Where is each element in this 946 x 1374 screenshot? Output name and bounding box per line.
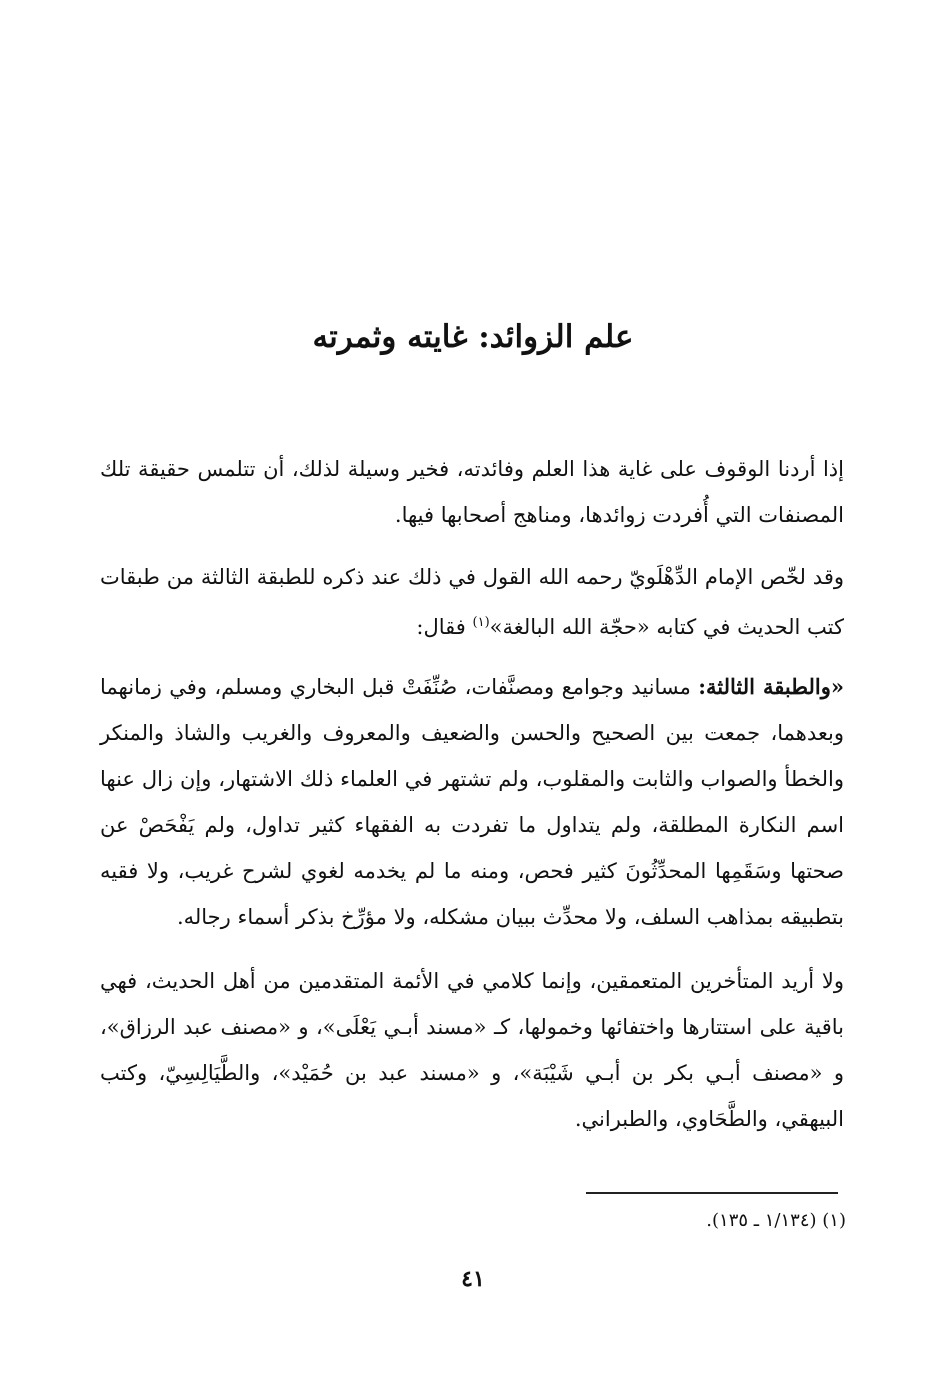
paragraph-intro: إذا أردنا الوقوف على غاية هذا العلم وفائدته، فخير وسيلة لذلك، أن تتلمس حقيقة تلك المصنفات التي أُفردت زوائدها، ومناهج أصحابها فيها. (100, 457, 844, 527)
quote-text: مسانيد وجوامع ومصنَّفات، صُنِّفَتْ قبل البخاري ومسلم، وفي زمانهما وبعدهما، جمعت بين الصحيح والحسن والضعيف والمعروف والغريب والشاذ والمنكر والخطأ والصواب والثابت والمقلوب، ولم تشتهر في العلماء ذلك الاشتهار، وإن زال عنها اسم النكارة المطلقة، ولم يتداول ما تفردت به الفقهاء كثير تداول، ولم يَفْحَصْ عن صحتها وسَقَمِها المحدِّثُونَ كثير فحص، ومنه ما لم يخدمه لغوي لشرح غريب، ولا فقيه بتطبيقه بمذاهب السلف، ولا محدِّث ببيان مشكله، ولا مؤرِّخ بذكر أسماء رجاله. (100, 675, 844, 929)
footnote: (١) (١/١٣٤ ـ ١٣٥). (706, 1210, 846, 1231)
paragraph-continuation: ولا أريد المتأخرين المتعمقين، وإنما كلامي في الأئمة المتقدمين من أهل الحديث، فهي باقية على استتارها واختفائها وخمولها، كـ «مسند أبـي يَعْلَى»، و «مصنف عبد الرزاق»، و «مصنف أبـي بكر بن أبـي شَيْبَة»، و «مسند عبد بن حُمَيْد»، والطَّيَالِسِيّ، وكتب البيهقي، والطَّحَاوي، والطبراني. (100, 969, 844, 1131)
paragraph-dehlawi-end: فقال: (416, 615, 473, 639)
page-body (100, 446, 844, 1142)
quote-lead: «والطبقة الثالثة: (698, 674, 844, 699)
footnote-reference: (١) (472, 615, 490, 630)
chapter-title: علم الزوائد: غايته وثمرته (312, 319, 634, 355)
page-number: ٤١ (461, 1266, 485, 1292)
paragraph-quote (100, 664, 844, 940)
paragraph-dehlawi-text: وقد لخّص الإمام الدِّهْلَويّ رحمه الله القول في ذلك عند ذكره للطبقة الثالثة من طبقات كتب الحديث في كتابه «حجّة الله البالغة» (100, 565, 844, 639)
footnote-divider (586, 1192, 838, 1194)
paragraph-dehlawi (100, 554, 844, 650)
